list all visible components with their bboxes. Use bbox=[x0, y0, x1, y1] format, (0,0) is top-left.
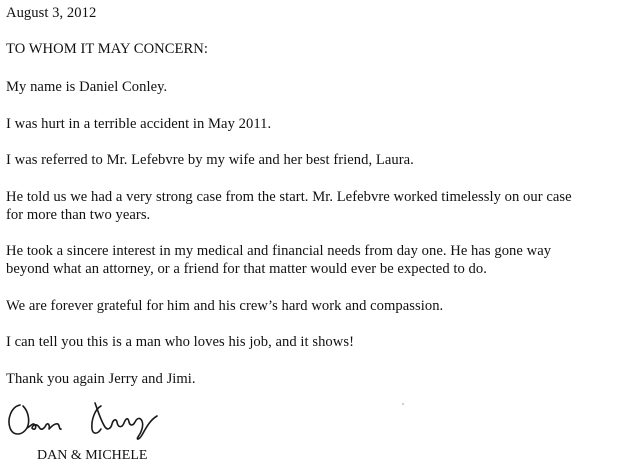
paragraph-case-line-1: He told us we had a very strong case from the start. Mr. Lefebvre worked timelessly on our case bbox=[6, 189, 572, 205]
letter-salutation: TO WHOM IT MAY CONCERN: bbox=[6, 41, 208, 57]
paragraph-introduction: My name is Daniel Conley. bbox=[6, 79, 168, 95]
paragraph-gratitude: We are forever grateful for him and his crew’s hard work and compassion. bbox=[6, 298, 444, 314]
paragraph-interest-line-2: beyond what an attorney, or a friend for that matter would ever be expected to do. bbox=[6, 261, 487, 277]
paragraph-case-line-2: for more than two years. bbox=[6, 207, 151, 223]
letter-date: August 3, 2012 bbox=[6, 5, 97, 21]
paragraph-accident: I was hurt in a terrible accident in May 2011. bbox=[6, 116, 272, 132]
signer-names: DAN & MICHELE bbox=[37, 448, 148, 463]
paragraph-interest-line-1: He took a sincere interest in my medical and financial needs from day one. He has gone way bbox=[6, 243, 552, 259]
paragraph-thanks: Thank you again Jerry and Jimi. bbox=[6, 371, 196, 387]
scan-speck bbox=[402, 403, 404, 405]
handwritten-signature bbox=[2, 395, 172, 445]
paragraph-referral: I was referred to Mr. Lefebvre by my wife and her best friend, Laura. bbox=[6, 152, 414, 168]
paragraph-loves-job: I can tell you this is a man who loves his job, and it shows! bbox=[6, 334, 354, 350]
